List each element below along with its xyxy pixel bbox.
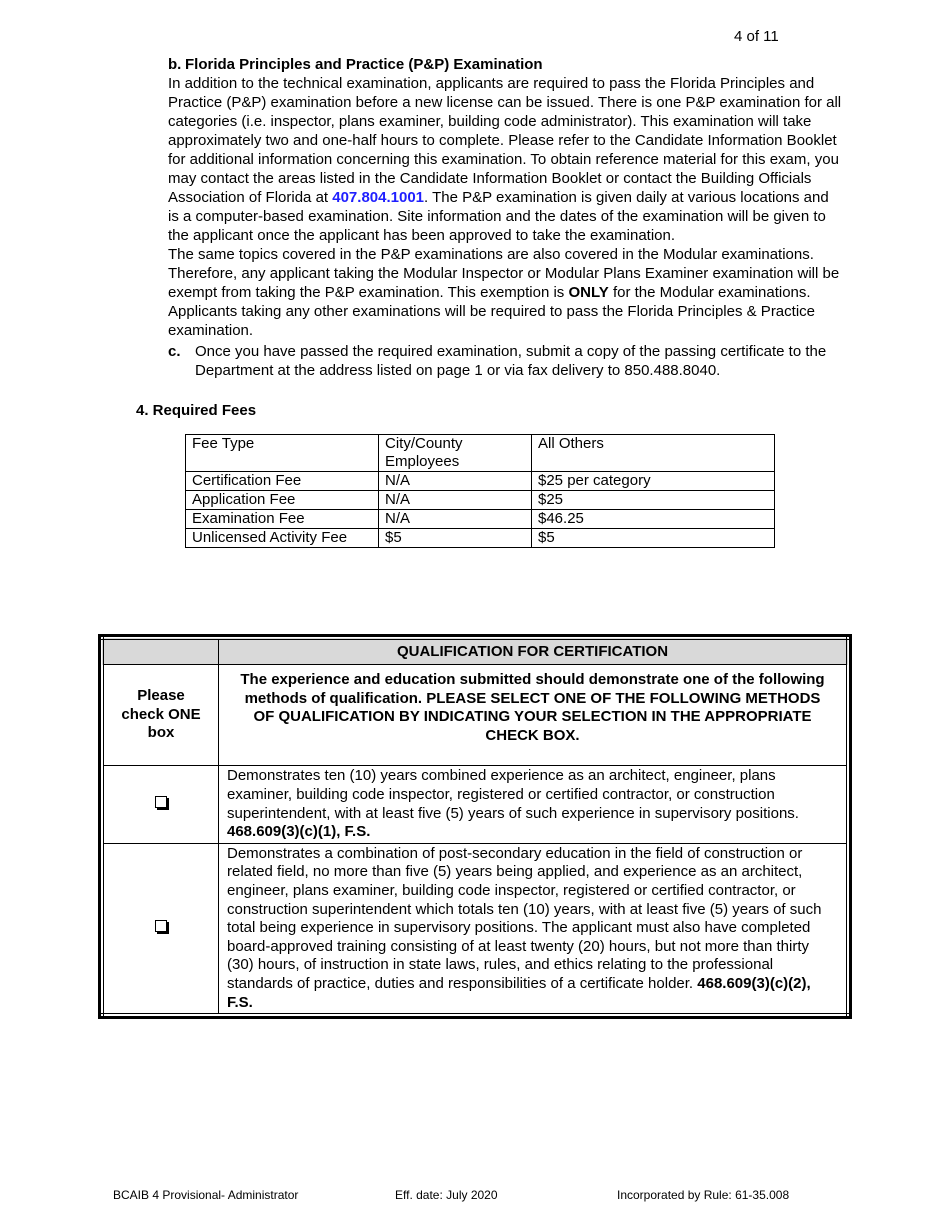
option-2-checkbox[interactable] bbox=[155, 920, 167, 932]
qualification-header-row bbox=[102, 638, 848, 665]
document-body bbox=[0, 55, 950, 1017]
footer-form-id: BCAIB 4 Provisional- Administrator bbox=[113, 1188, 299, 1202]
qualification-option: Demonstrates ten (10) years combined experience as an architect, engineer, plans examiner, building code inspector, registered or certified contractor, or construction superintendent, with at least five (5) years of such experience in supervisory positions. 468.609(3)(c)(1), F.S. bbox=[102, 766, 848, 843]
fees-table bbox=[185, 434, 775, 548]
section-c: c. Once you have passed the required examination, submit a copy of the passing certificate to the Department at the address listed on page 1 or via fax delivery to 850.488.8040. bbox=[168, 343, 827, 379]
footer-effective-date: Eff. date: July 2020 bbox=[395, 1188, 498, 1202]
footer-rule: Incorporated by Rule: 61-35.008 bbox=[617, 1188, 790, 1202]
qualification-intro: The experience and education submitted should demonstrate one of the following methods of qualification. PLEASE SELECT ONE OF THE FOLLOWING METHODS OF QUALIFICATION BY INDICATING YOUR SELECTION IN THE APPROPRIATE CHECK BOX. bbox=[219, 665, 849, 766]
option-1-checkbox[interactable] bbox=[155, 796, 167, 808]
qualification-option: Demonstrates a combination of post-secondary education in the field of construction or related field, no more than five (5) years being applied, and experience as an architect, engineer, plans examiner, building code inspector, registered or certified contractor, or construction superintendent which totals ten (10) years, with at least five (5) years of such total being experience in supervisory positions. The applicant must also have completed board-approved training consisting of at least twenty (20) hours, but not more than thirty (30) hours, of instruction in state laws, rules, and ethics relating to the professional standards of practice, duties and responsibilities of a certificate holder. 468.609(3)(c)(2), F.S. bbox=[102, 843, 848, 1015]
section-b bbox=[168, 55, 843, 340]
section-b-paragraph-1: In addition to the technical examination, applicants are required to pass the Florida Principles and Practice (P&P) examination before a new license can be issued. There is one P&P examination for all categories (i.e. inspector, plans examiner, building code administrator). This examination will take approximately two and one-half hours to complete. Please refer to the Candidate Information Booklet for additional information concerning this examination. To obtain reference material for this exam, you may contact the areas listed in the Candidate Information Booklet or contact the Building Officials Association of Florida at 407.804.1001. The P&P examination is given daily at various locations and is a computer-based examination. Site information and the dates of the examination will be given to the applicant once the applicant has been approved to take the examination. bbox=[168, 75, 842, 244]
qualification-intro-row bbox=[102, 665, 848, 766]
qualification-table bbox=[100, 636, 850, 1017]
fees-heading: 4. Required Fees bbox=[136, 402, 257, 419]
qualification-title: QUALIFICATION FOR CERTIFICATION bbox=[219, 638, 849, 665]
table-header-row: Fee Type City/County Employees All Others bbox=[186, 435, 775, 472]
table-row: Examination Fee N/A $46.25 bbox=[186, 510, 775, 529]
section-b-heading: b. Florida Principles and Practice (P&P) Examination bbox=[168, 56, 543, 73]
page-number: 4 of 11 bbox=[734, 28, 779, 45]
phone-link[interactable]: 407.804.1001 bbox=[332, 189, 425, 206]
table-row: Unlicensed Activity Fee $5 $5 bbox=[186, 529, 775, 548]
table-row: Certification Fee N/A $25 per category bbox=[186, 472, 775, 491]
table-row: Application Fee N/A $25 bbox=[186, 491, 775, 510]
section-b-paragraph-2: The same topics covered in the P&P examinations are also covered in the Modular examinations. Therefore, any applicant taking the Modular Inspector or Modular Plans Examiner examination will be exempt from taking the P&P examination. This exemption is ONLY for the Modular examinations. Applicants taking any other examinations will be required to pass the Florida Principles & Practice examination. bbox=[168, 246, 840, 339]
check-instruction: Please check ONE box bbox=[102, 665, 219, 766]
